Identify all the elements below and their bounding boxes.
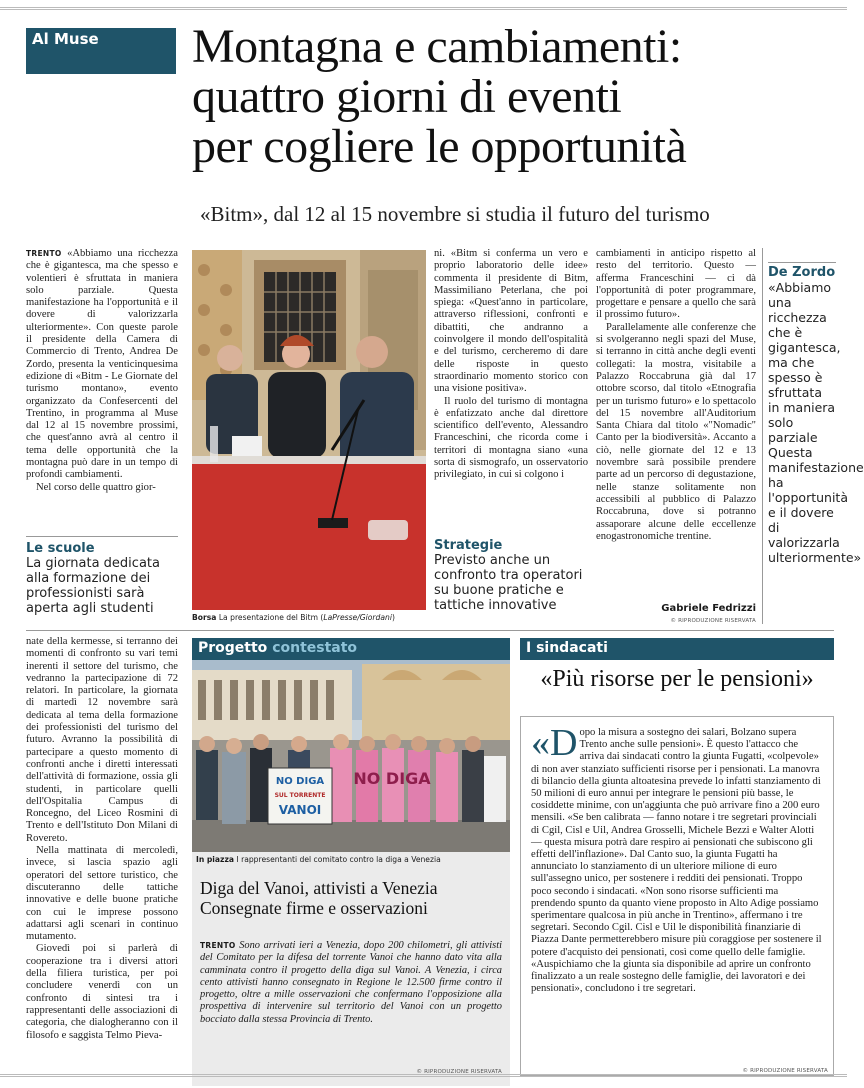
- sign-text-vanoi: VANOI: [278, 803, 322, 817]
- paragraph: opo la misura a sostegno dei salari, Bolzano supera Trento anche sulle pensioni». È questo l'attacco che arriva dai sindacati contro la giunta Fugatti, «colpevole» di non aver stanziato sufficienti risorse per i pensionati. La manovra di bilancio della giunta altoatesina prevede lo infatti stanziamento di 50 milioni di euro annui per integrare le pensioni più basse, le cosiddette minime, con un'aggiunta che può arrivare fino a 200 euro mensili. «Se ben calibrata — fanno notare i tre segretari provinciali di Cgil, Cisl e Uil, Andrea Grosselli, Michele Bezzi e Walter Alotti — questa misura potrà dare respiro ai pensionati che subiscono gli effetti dell'inflazione». Dal Canto suo, la giunta Fugatti ha annunciato lo stanziamento di un ulteriore milione di euro sull'assegno unico, per sostenere i redditi dei pensionati. Troppo poco secondo i sindacati. «Non sono risorse sufficienti ma prendendo spunto da quanto viene proposto in Alto Adige possiamo sperimentare qualcosa in più anche in Trentino», affermano i tre segretari. Secondo Cgil. Cisl e Uil le disponibilità finanziarie di Piazza Dante permetterebbero misure più coraggiose per sostenere il potere d'acquisto dei pensionati, così come quello delle famiglie. «Auspichiamo che la giunta sia disponibile ad aprire un confronto finalizzato a un reale sostegno delle famiglie, dei lavoratori e dei pensionati», concludono i tre segretari.: [531, 727, 822, 995]
- subheadline: «Bitm», dal 12 al 15 novembre si studia il futuro del turismo: [200, 202, 710, 226]
- bottom-border: [0, 1074, 847, 1084]
- photo-caption: [192, 613, 426, 622]
- sign-text-sub: SUL TORRENTE: [274, 792, 326, 799]
- headline-line-2: quattro giorni di eventi: [192, 70, 622, 123]
- sindacati-body: [531, 722, 823, 995]
- article-column-3: [434, 248, 588, 482]
- sidebox-text: Previsto anche un confronto tra operatori su buone pratiche e tattiche innovative: [434, 553, 583, 613]
- sign-text: NO DIGA: [275, 776, 325, 787]
- caption-end: ): [391, 613, 395, 622]
- paragraph: Sono arrivati ieri a Venezia, dopo 200 chilometri, gli attivisti del Comitato per la difesa del torrente Vanoi che hanno dato vita alla camminata contro il progetto della diga sul Vanoi. A Venezia, i circa cento attivisti hanno consegnato in Regione le 12.500 firme contro il progetto, oltre a mille osservazioni che confermano l'opposizione alla prospettiva di intervenire sul territorio del Vanoi con un progetto bocciato dalla stessa Provincia di Trento.: [200, 940, 502, 1025]
- paragraph: «Abbiamo una ricchezza che è gigantesca, ma che spesso e volentieri è sfruttata in maniera solo parziale. Questa manifestazione ha l'opportunità e il dovere di valorizzarla ulteriormente». Con queste parole il presidente della Camera di Commercio di Trento, Andrea De Zordo, presenta la venticinquesima edizione di «Bitm - Le Giornate del turismo montano», evento organizzato da Confesercenti del Trentino, in programma al Muse dal 12 al 15 novembre prossimi, che quest'anno avrà al centro il tema delle opportunità che la montagna può dare in un tempo di profondi cambiamenti.: [26, 248, 178, 481]
- sidebox-title: Le scuole: [26, 541, 95, 556]
- kicker-label: Progetto: [198, 640, 268, 656]
- progetto-headline: [200, 878, 505, 918]
- section-divider: [26, 630, 834, 631]
- pink-banner-text: NO DIGA: [353, 769, 431, 788]
- column-divider: [762, 248, 763, 624]
- paragraph: Giovedì poi si parlerà di cooperazione tra i diversi attori della filiera turistica, per poi concludere venerdì con un confronto di sintesi tra i rappresentanti delle associazioni di categoria, che dialogheranno con il filosofo e saggista Telmo Pieva-: [26, 943, 178, 1041]
- copyright-notice: © RIPRODUZIONE RISERVATA: [416, 1069, 502, 1075]
- sindacati-box: [520, 716, 834, 1076]
- photo-venice-activists: [192, 660, 510, 852]
- drop-cap: [531, 722, 578, 764]
- progetto-kicker: [192, 638, 510, 660]
- quote-text: «Abbiamo una ricchezza che è gigantesca, ma che spesso è sfruttata in maniera solo parziale Questa manifestazione ha l'opportunità e il dovere di valorizzarla ulteriormente»: [768, 280, 864, 565]
- sidebox-title: Strategie: [434, 538, 503, 553]
- photo-illustration: [192, 250, 426, 610]
- paragraph: ni. «Bitm si conferma un vero e proprio laboratorio delle idee» commenta il presidente di Bitm, Massimiliano Peterlana, che poi spiega: «Quest'anno in particolare, attraverso riflessioni, confronti e dibattiti, che andranno a coinvolgere il mondo dell'ospitalità e del turismo, cercheremo di dare delle risposte in questo straordinario momento storico con una visione positiva».: [434, 248, 588, 395]
- copyright-notice: © RIPRODUZIONE RISERVATA: [670, 618, 756, 624]
- headline: [192, 22, 832, 172]
- caption-label: In piazza: [196, 855, 235, 864]
- paragraph: Nel corso delle quattro gior-: [36, 481, 156, 493]
- headline-line-1: Diga del Vanoi, attivisti a Venezia: [200, 878, 438, 898]
- paragraph: Nella mattinata di mercoledì, invece, si lascia spazio agli operatori del settore turistico, che discuteranno delle tattiche innovative e delle buone pratiche con cui le imprese possono adattarsi agli scenari in continuo mutamento.: [26, 845, 178, 943]
- headline-line-1: Montagna e cambiamenti:: [192, 20, 682, 73]
- sindacati-headline: «Più risorse per le pensioni»: [540, 666, 814, 692]
- article-column-4: [596, 248, 756, 543]
- quote-title: De Zordo: [768, 265, 836, 280]
- sidebox-text: La giornata dedicata alla formazione dei professionisti sarà aperta agli studenti: [26, 556, 160, 616]
- article-column-1-continued: [26, 636, 178, 1042]
- paragraph: Il ruolo del turismo di montagna è enfatizzato anche dal direttore scientifico dell'evento, Alessandro Franceschini, che ricorda come i territori di montagna siano «una sorta di sismografo, un osservatorio privilegiato, in cui si colgono i: [434, 395, 588, 481]
- sindacati-kicker: I sindacati: [520, 638, 834, 660]
- byline: Gabriele Fedrizzi: [661, 603, 756, 614]
- section-kicker: Al Muse: [26, 28, 176, 74]
- dateline: TRENTO: [26, 249, 62, 258]
- paragraph: Parallelamente alle conferenze che si svolgeranno negli spazi del Muse, si terranno in città anche degli eventi collegati: la mostra, visitabile a Palazzo Roccabruna già dal 17 ottobre scorso, dal titolo «Etnografia per un turismo futuro» e lo spettacolo del 15 novembre all'Auditorium Santa Chiara dal titolo «"Nomadic" Canto per la biodiversità». Accanto a ciò, nelle giornate del 12 e 13 novembre sarà possibile prendere parte ad un percorso di degustazione, nelle stanze solitamente non accessibili al pubblico di Palazzo Roccabruna, dove si potranno assaporare alcune delle eccellenze enogastronomiche trentine.: [596, 321, 756, 542]
- sidebox-strategie: [434, 538, 588, 613]
- dateline: TRENTO: [200, 941, 236, 950]
- photo-caption: [196, 855, 506, 864]
- headline-line-3: per cogliere le opportunità: [192, 120, 687, 173]
- photo-bitm-presentation: [192, 250, 426, 610]
- photo-illustration: [192, 660, 510, 852]
- caption-text: La presentazione del Bitm (: [216, 613, 324, 622]
- paragraph: nate della kermesse, si terranno dei momenti di confronto su vari temi inerenti il settore del turismo, che vedranno la partecipazione di 72 relatori. In particolare, la giornata di martedì 12 novembre sarà dedicata al tema della formazione dei professionisti del turismo del futuro. Avranno la possibilità di partecipare a questo momento di confronti anche i diretti interessati dell'attività di formazione, ossia gli studenti, in particolare quelli dell'Ospitalia Campus di Roncegno, del Liceo Rosmini di Trento e dell'Istituto Don Milani di Rovereto.: [26, 636, 178, 844]
- caption-label: Borsa: [192, 613, 217, 622]
- copyright-notice: © RIPRODUZIONE RISERVATA: [742, 1068, 828, 1074]
- kicker-accent: contestato: [272, 640, 358, 656]
- top-border: [0, 0, 847, 10]
- headline-line-2: Consegnate firme e osservazioni: [200, 898, 428, 918]
- drop-cap-letter: D: [550, 722, 578, 764]
- paragraph: cambiamenti in anticipo rispetto al resto del territorio. Questo — afferma Franceschini — ci dà l'opportunità di poter programmare, progettare e pensare a quello che sarà il prossimo futuro».: [596, 248, 756, 321]
- sidebox-le-scuole: [26, 536, 178, 616]
- quote-box-de-zordo: [768, 262, 864, 565]
- article-column-1: [26, 248, 178, 494]
- caption-credit: LaPresse/Giordani: [323, 613, 392, 622]
- drop-cap-quote: «: [531, 722, 550, 764]
- progetto-body: [200, 940, 502, 1026]
- caption-text: I rappresentanti del comitato contro la diga a Venezia: [234, 855, 441, 864]
